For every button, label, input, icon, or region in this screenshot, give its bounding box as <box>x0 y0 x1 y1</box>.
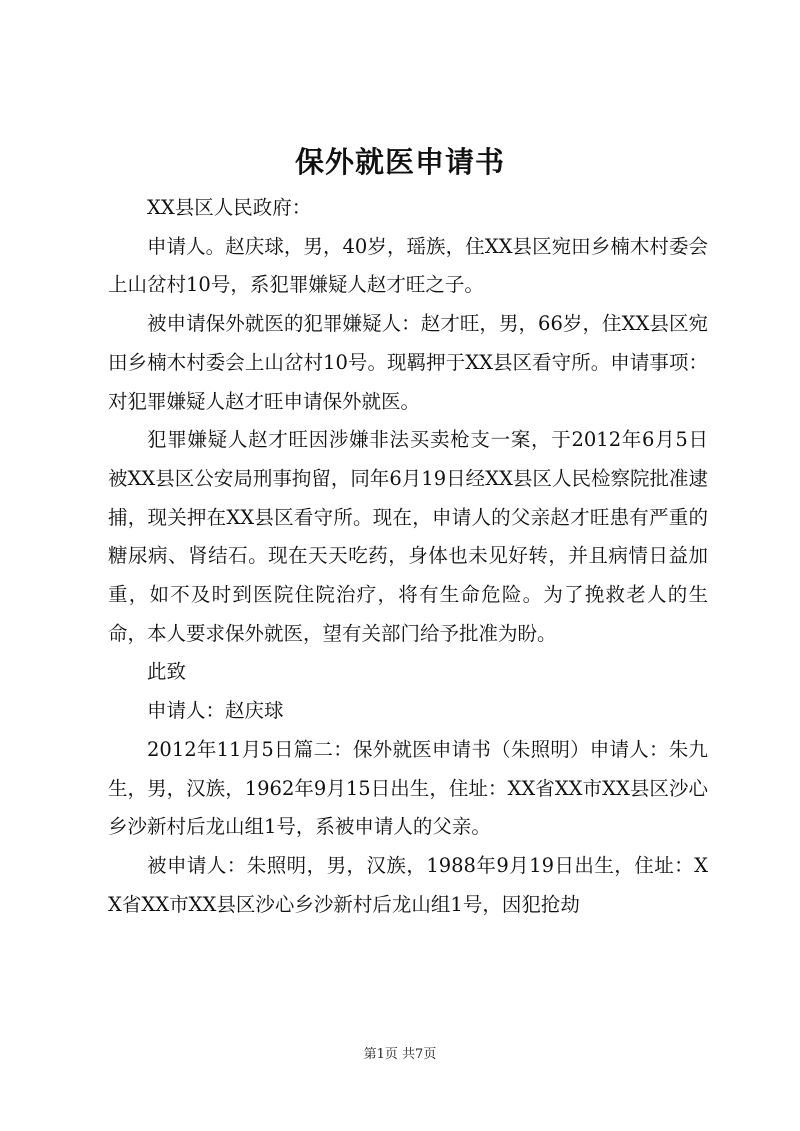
salutation: XX县区人民政府： <box>147 196 312 219</box>
closing-phrase: 此致 <box>147 660 187 684</box>
applicant-paragraph: 申请人。赵庆球，男，40岁，瑶族，住XX县区宛田乡楠木村委会上山岔村10号，系犯罪嫌疑人赵才旺之子。 <box>108 234 708 297</box>
suspect-paragraph: 被申请保外就医的犯罪嫌疑人：赵才旺，男，66岁，住XX县区宛田乡楠木村委会上山岔村10号。现羁押于XX县区看守所。申请事项：对犯罪嫌疑人赵才旺申请保外就医。 <box>108 312 708 413</box>
second-respondent-paragraph: 被申请人：朱照明，男，汉族，1988年9月19日出生，住址：XX省XX市XX县区沙心乡沙新村后龙山组1号，因犯抢劫 <box>108 853 708 916</box>
document-body <box>108 189 708 924</box>
case-paragraph: 犯罪嫌疑人赵才旺因涉嫌非法买卖枪支一案，于2012年6月5日被XX县区公安局刑事拘留，同年6月19日经XX县区人民检察院批准逮捕，现关押在XX县区看守所。现在，申请人的父亲赵才旺患有严重的糖尿病、肾结石。现在天天吃药，身体也未见好转，并且病情日益加重，如不及时到医院住院治疗，将有生命危险。为了挽救老人的生命，本人要求保外就医，望有关部门给予批准为盼。 <box>108 428 708 645</box>
page-title: 保外就医申请书 <box>294 145 505 179</box>
second-applicant-paragraph: 2012年11月5日篇二：保外就医申请书（朱照明）申请人：朱九生，男，汉族，1962年9月15日出生，住址：XX省XX市XX县区沙心乡沙新村后龙山组1号，系被申请人的父亲。 <box>108 737 708 839</box>
signature-line: 申请人：赵庆球 <box>147 699 284 723</box>
page-footer: 第1页 共7页 <box>363 1047 437 1062</box>
